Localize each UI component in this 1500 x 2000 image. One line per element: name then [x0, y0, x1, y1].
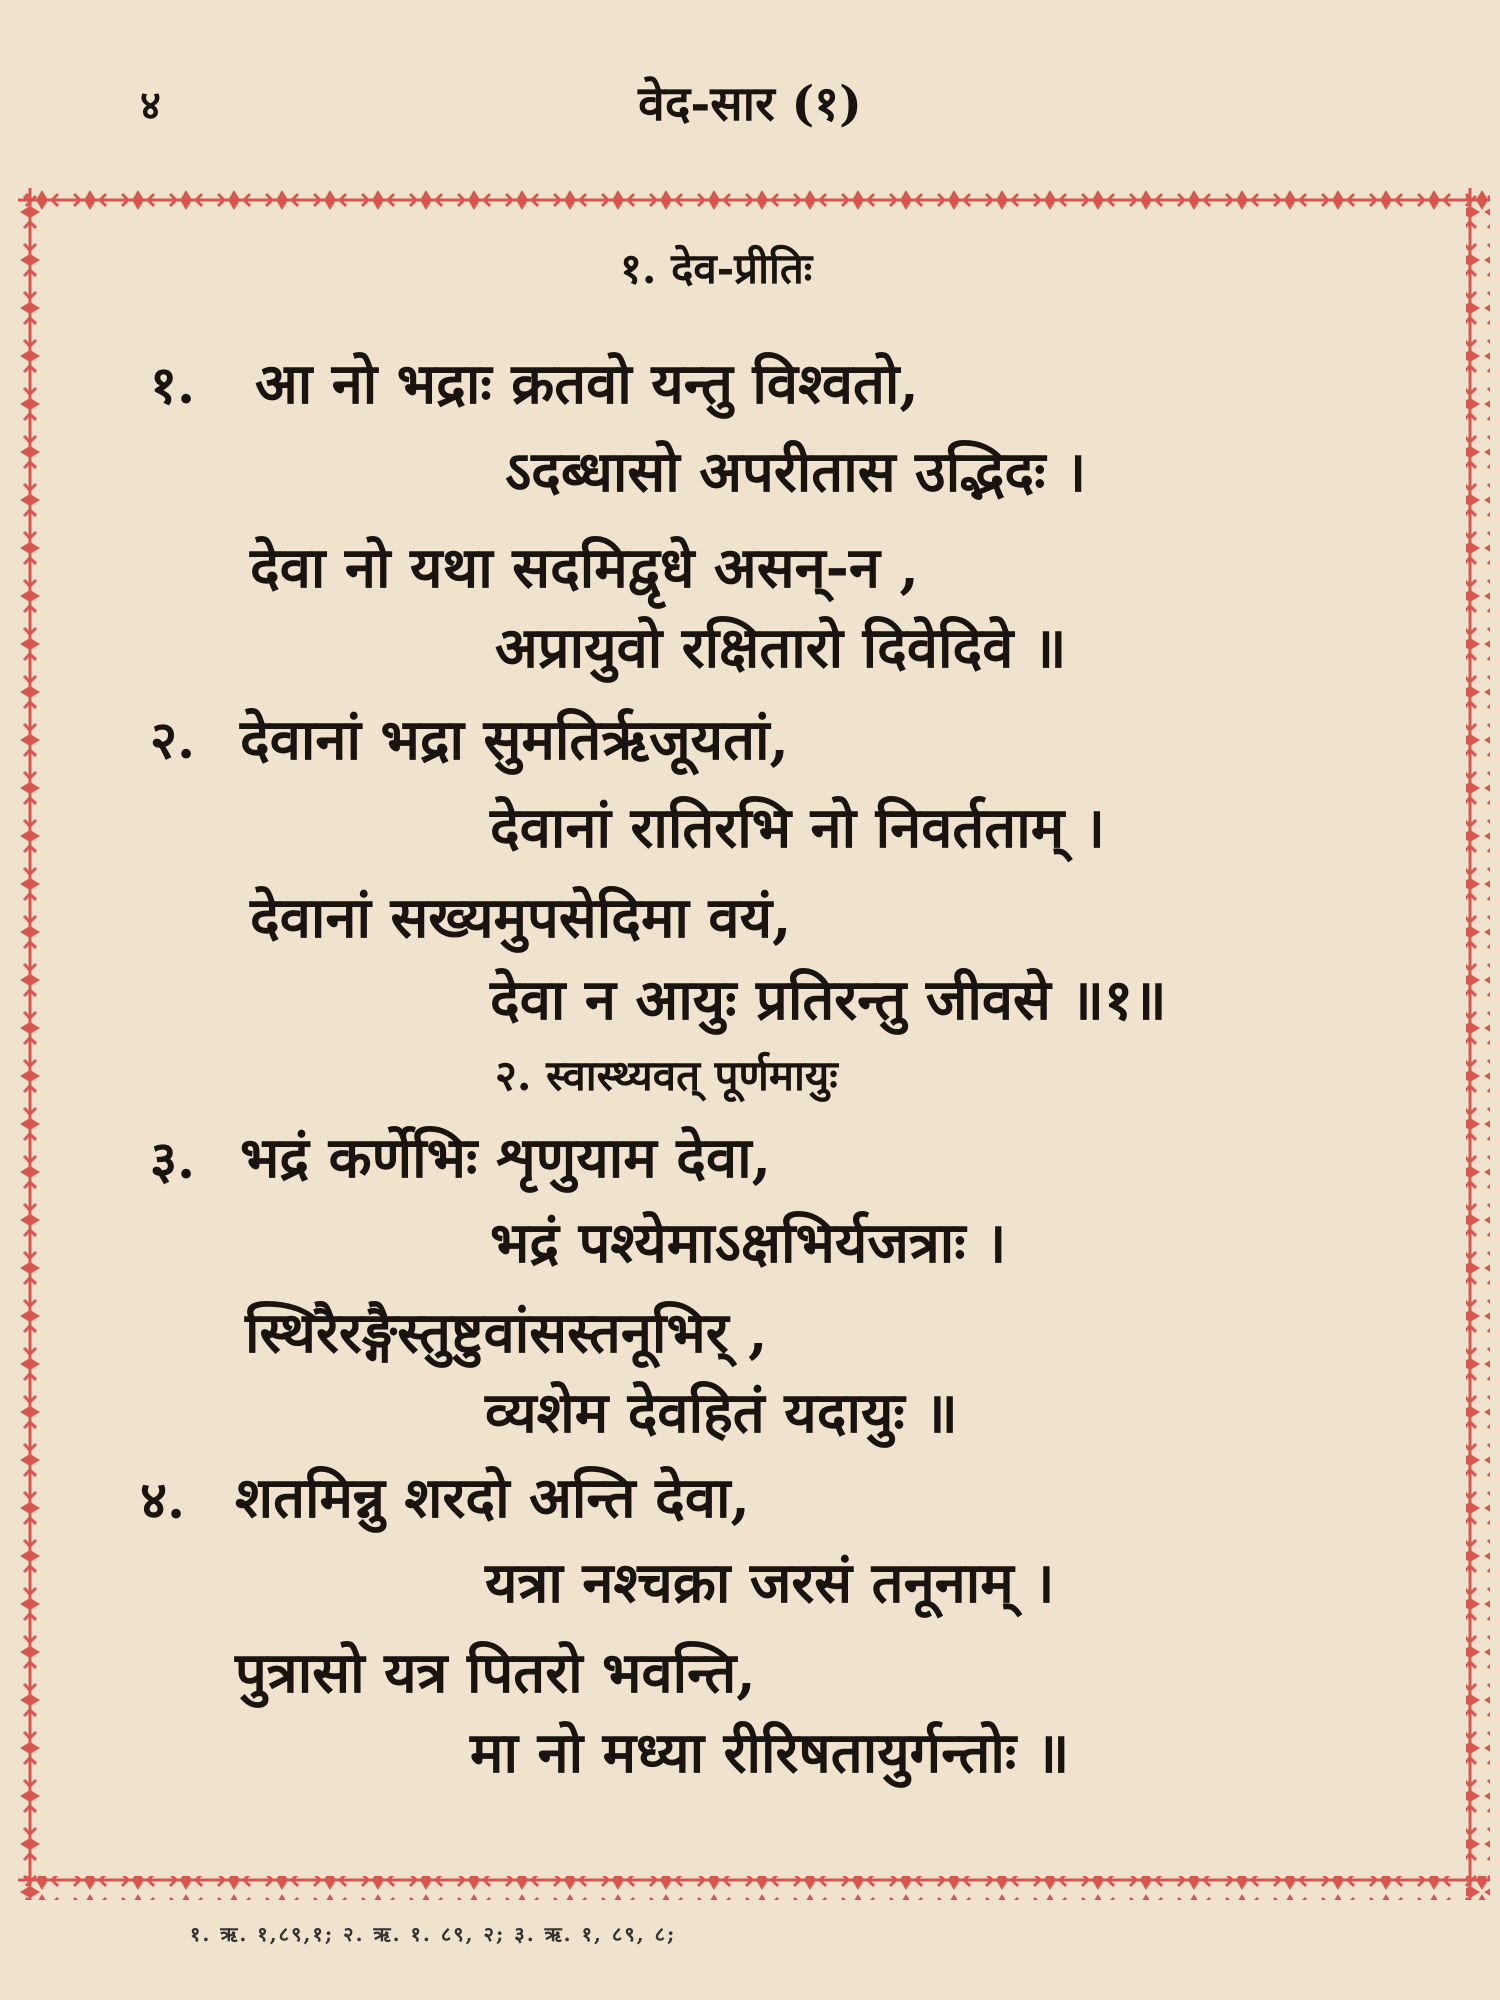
section-heading: १. देव-प्रीतिः [620, 244, 813, 293]
verse-number: ४. [140, 1470, 186, 1531]
verse-line: स्थिरैरङ्गैस्तुष्टुवांसस्तनूभिर् , [245, 1300, 768, 1366]
verse-line: देवानां रातिरभि नो निवर्तताम् । [490, 795, 1105, 861]
verse-line: भद्रं कर्णेभिः शृणुयाम देवा, [240, 1125, 772, 1191]
verse-line: देवानां भद्रा सुमतिर्ऋजूयतां, [240, 707, 790, 773]
verse-line: आ नो भद्राः क्रतवो यन्तु विश्वतो, [255, 351, 919, 417]
section-heading: २. स्वास्थ्यवत् पूर्णमायुः [495, 1051, 838, 1100]
verse-number: ३. [150, 1130, 196, 1191]
verse-line: देवा न आयुः प्रतिरन्तु जीवसे ॥१॥ [490, 967, 1167, 1033]
verse-line: ऽदब्धासो अपरीतास उद्भिदः । [505, 439, 1087, 505]
verse-line: शतमिन्नु शरदो अन्ति देवा, [235, 1465, 750, 1531]
footnote-references: १. ऋ. १,८९,१; २. ऋ. १. ८९, २; ३. ऋ. १, ८९, ८; [190, 1922, 677, 1946]
verse-line: पुत्रासो यत्र पितरो भवन्ति, [235, 1640, 756, 1706]
verse-line: व्यशेम देवहितं यदायुः ॥ [485, 1380, 958, 1446]
verse-line: देवानां सख्यमुपसेदिमा वयं, [250, 885, 792, 951]
verse-number: १. [150, 355, 196, 416]
verse-line: अप्रायुवो रक्षितारो दिवेदिवे ॥ [495, 615, 1067, 681]
verse-line: यत्रा नश्चक्रा जरसं तनूनाम् । [485, 1550, 1055, 1616]
verse-line: देवा नो यथा सदमिद्वृधे असन्-न , [250, 535, 919, 601]
page-number: ४ [140, 82, 161, 129]
running-title: वेद-सार (१) [638, 76, 862, 132]
verse-line: मा नो मध्या रीरिषतायुर्गन्तोः ॥ [470, 1720, 1070, 1786]
verse-line: भद्रं पश्येमाऽक्षभिर्यजत्राः । [490, 1210, 1007, 1276]
verse-number: २. [150, 710, 196, 771]
